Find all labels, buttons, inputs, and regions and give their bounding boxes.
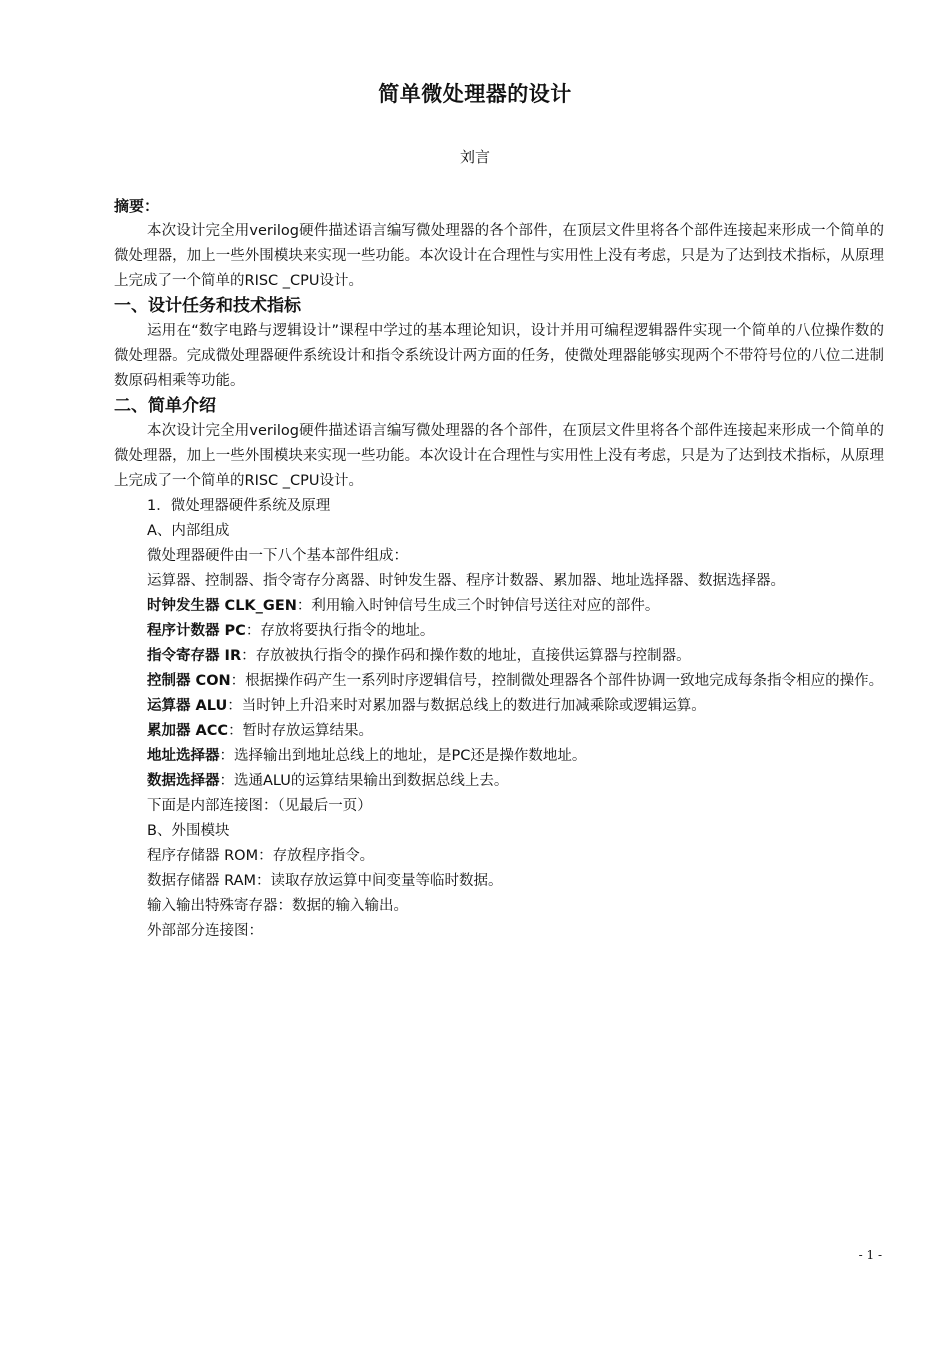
document-title: 简单微处理器的设计 bbox=[378, 82, 572, 106]
component-item bbox=[114, 744, 884, 769]
component-desc: ：暂时存放运算结果。 bbox=[228, 723, 374, 739]
peripheral-item: 输入输出特殊寄存器：数据的输入输出。 bbox=[147, 898, 408, 914]
component-item bbox=[114, 644, 884, 669]
component-term: 地址选择器 bbox=[147, 748, 220, 764]
component-term: 指令寄存器 IR bbox=[147, 648, 242, 664]
component-item bbox=[114, 769, 884, 794]
component-term: 累加器 ACC bbox=[147, 723, 229, 739]
component-term: 程序计数器 PC bbox=[147, 623, 246, 639]
peripheral-item: 程序存储器 ROM：存放程序指令。 bbox=[147, 848, 375, 864]
page-number: - 1 - bbox=[858, 1248, 882, 1262]
component-desc: ：存放将要执行指令的地址。 bbox=[245, 623, 435, 639]
abstract-heading: 摘要： bbox=[114, 197, 160, 215]
section-2-text: 本次设计完全用verilog硬件描述语言编写微处理器的各个部件，在顶层文件里将各个部件连接起来形成一个简单的微处理器，加上一些外围模块来实现一些功能。本次设计在合理性与实用性上没有考虑，只是为了达到技术指标，从原理上完成了一个简单的RISC _CPU设计。 bbox=[114, 423, 884, 489]
component-item bbox=[114, 694, 884, 719]
internal-diagram-note: 下面是内部连接图：（见最后一页） bbox=[147, 798, 372, 814]
component-item bbox=[114, 619, 884, 644]
components-intro: 微处理器硬件由一下八个基本部件组成： bbox=[147, 548, 408, 564]
component-term: 数据选择器 bbox=[147, 773, 220, 789]
component-term: 时钟发生器 CLK_GEN bbox=[147, 598, 297, 614]
component-term: 控制器 CON bbox=[147, 673, 231, 689]
peripheral-item: 数据存储器 RAM：读取存放运算中间变量等临时数据。 bbox=[147, 873, 503, 889]
component-term: 运算器 ALU bbox=[147, 698, 228, 714]
component-desc: ：当时钟上升沿来时对累加器与数据总线上的数进行加减乘除或逻辑运算。 bbox=[227, 698, 706, 714]
subsection-a-heading: A、内部组成 bbox=[147, 523, 230, 539]
component-item bbox=[114, 594, 884, 619]
subsection-1-heading: 1．微处理器硬件系统及原理 bbox=[147, 498, 331, 514]
subsection-b-heading: B、外围模块 bbox=[147, 823, 230, 839]
external-diagram-note: 外部部分连接图： bbox=[147, 923, 263, 939]
section-2-heading: 二、简单介绍 bbox=[114, 396, 216, 416]
section-1-text: 运用在“数字电路与逻辑设计”课程中学过的基本理论知识，设计并用可编程逻辑器件实现一个简单的八位操作数的微处理器。完成微处理器硬件系统设计和指令系统设计两方面的任务，使微处理器能够实现两个不带符号位的八位二进制数原码相乘等功能。 bbox=[114, 323, 884, 389]
component-desc: ：选通ALU的运算结果输出到数据总线上去。 bbox=[219, 773, 509, 789]
document-body bbox=[114, 194, 884, 944]
component-desc: ：选择输出到地址总线上的地址，是PC还是操作数地址。 bbox=[219, 748, 587, 764]
component-desc: ：利用输入时钟信号生成三个时钟信号送往对应的部件。 bbox=[296, 598, 660, 614]
component-desc: ：存放被执行指令的操作码和操作数的地址，直接供运算器与控制器。 bbox=[241, 648, 691, 664]
components-list: 运算器、控制器、指令寄存分离器、时钟发生器、程序计数器、累加器、地址选择器、数据选择器。 bbox=[147, 573, 785, 589]
author-name: 刘言 bbox=[459, 148, 490, 166]
abstract-text: 本次设计完全用verilog硬件描述语言编写微处理器的各个部件，在顶层文件里将各个部件连接起来形成一个简单的微处理器，加上一些外围模块来实现一些功能。本次设计在合理性与实用性上没有考虑，只是为了达到技术指标，从原理上完成了一个简单的RISC _CPU设计。 bbox=[114, 223, 884, 289]
component-item bbox=[114, 669, 884, 694]
component-desc: ：根据操作码产生一系列时序逻辑信号，控制微处理器各个部件协调一致地完成每条指令相应的操作。 bbox=[230, 673, 884, 689]
section-1-heading: 一、设计任务和技术指标 bbox=[114, 296, 301, 316]
component-item bbox=[114, 719, 884, 744]
